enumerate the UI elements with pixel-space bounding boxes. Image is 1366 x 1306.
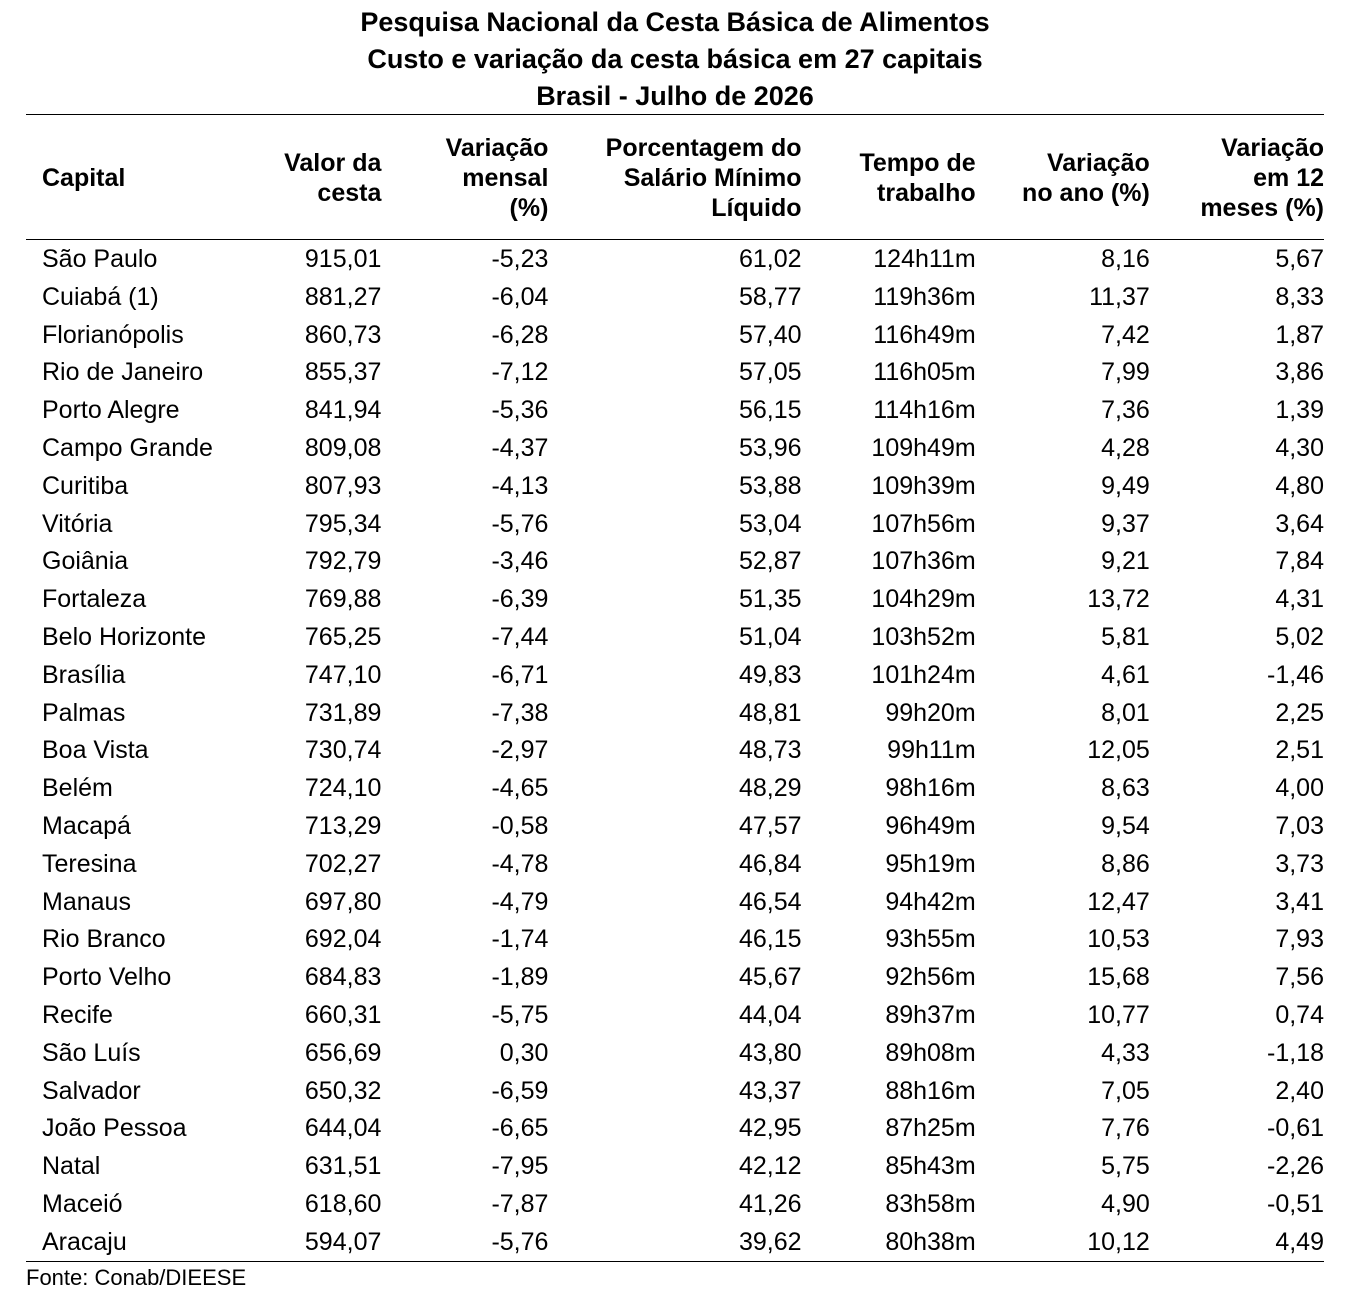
- source-note: Fonte: Conab/DIEESE: [26, 1265, 247, 1290]
- variacao-no-ano-cell: 12,05: [1087, 736, 1150, 765]
- capital-cell: Cuiabá (1): [42, 282, 159, 311]
- table-row: [26, 959, 1324, 997]
- variacao-no-ano-cell: 7,42: [1101, 320, 1150, 349]
- variacao-no-ano-cell: 7,99: [1101, 358, 1150, 387]
- table-row: [26, 657, 1324, 695]
- variacao-mensal-cell: -3,46: [491, 547, 549, 576]
- variacao-mensal-cell: -6,65: [491, 1114, 549, 1143]
- capital-cell: João Pessoa: [42, 1114, 187, 1143]
- table-row: [26, 619, 1324, 657]
- variacao-no-ano-cell: 5,75: [1101, 1152, 1150, 1181]
- porcentagem-salario-cell: 47,57: [738, 811, 802, 840]
- valor-da-cesta-cell: 631,51: [304, 1152, 382, 1181]
- capital-cell: Boa Vista: [42, 736, 149, 765]
- porcentagem-salario-cell: 43,37: [738, 1076, 802, 1105]
- variacao-12-meses-cell: 5,67: [1275, 245, 1324, 273]
- capital-cell: Porto Velho: [42, 963, 172, 992]
- table-row: [26, 732, 1324, 770]
- valor-da-cesta-cell: 660,31: [304, 1000, 382, 1029]
- valor-da-cesta-cell: 807,93: [304, 471, 382, 500]
- column-header-variacao-12-meses: [1150, 116, 1324, 239]
- valor-da-cesta-cell: 841,94: [304, 396, 382, 425]
- porcentagem-salario-cell: 46,15: [738, 925, 802, 954]
- tempo-de-trabalho-cell: 89h08m: [885, 1038, 976, 1067]
- variacao-12-meses-cell: 8,33: [1275, 282, 1324, 311]
- tempo-de-trabalho-cell: 116h05m: [873, 358, 976, 387]
- porcentagem-salario-cell: 53,88: [738, 471, 802, 500]
- tempo-de-trabalho-cell: 124h11m: [873, 245, 976, 273]
- variacao-mensal-cell: -5,75: [491, 1000, 549, 1029]
- column-header-line: mensal: [462, 163, 549, 192]
- valor-da-cesta-cell: 697,80: [304, 887, 382, 916]
- variacao-no-ano-cell: 10,77: [1087, 1000, 1150, 1029]
- variacao-no-ano-cell: 12,47: [1087, 887, 1150, 916]
- column-header-line: em 12: [1253, 163, 1324, 192]
- column-header-line: Salário Mínimo: [623, 163, 802, 192]
- column-header-line: (%): [509, 193, 549, 222]
- valor-da-cesta-cell: 795,34: [304, 509, 382, 538]
- variacao-12-meses-cell: 4,30: [1275, 433, 1324, 462]
- variacao-12-meses-cell: 5,02: [1275, 622, 1324, 651]
- porcentagem-salario-cell: 53,96: [738, 433, 802, 462]
- valor-da-cesta-cell: 724,10: [304, 774, 382, 803]
- table-row: [26, 1186, 1324, 1224]
- valor-da-cesta-cell: 730,74: [304, 736, 382, 765]
- table-row: [26, 1224, 1324, 1262]
- valor-da-cesta-cell: 769,88: [304, 585, 382, 614]
- table-row: [26, 239, 1324, 279]
- porcentagem-salario-cell: 51,35: [738, 585, 802, 614]
- porcentagem-salario-cell: 57,40: [738, 320, 802, 349]
- valor-da-cesta-cell: 650,32: [304, 1076, 382, 1105]
- variacao-12-meses-cell: 4,31: [1275, 585, 1324, 614]
- tempo-de-trabalho-cell: 119h36m: [873, 282, 976, 311]
- valor-da-cesta-cell: 860,73: [304, 320, 382, 349]
- variacao-mensal-cell: -2,97: [491, 736, 549, 765]
- capital-cell: São Luís: [42, 1038, 141, 1067]
- variacao-no-ano-cell: 7,36: [1101, 396, 1150, 425]
- porcentagem-salario-cell: 46,54: [738, 887, 802, 916]
- valor-da-cesta-cell: 731,89: [304, 698, 382, 727]
- capital-cell: Belém: [42, 774, 113, 803]
- variacao-no-ano-cell: 15,68: [1087, 963, 1150, 992]
- variacao-12-meses-cell: -0,61: [1267, 1114, 1324, 1143]
- porcentagem-salario-cell: 48,81: [738, 698, 802, 727]
- variacao-12-meses-cell: 2,51: [1275, 736, 1324, 765]
- column-header-line: Variação: [1046, 148, 1150, 177]
- variacao-mensal-cell: -6,59: [491, 1076, 549, 1105]
- porcentagem-salario-cell: 39,62: [738, 1227, 802, 1256]
- title-line-2: Custo e variação da cesta básica em 27 capitais: [367, 44, 983, 74]
- valor-da-cesta-cell: 855,37: [304, 358, 382, 387]
- variacao-mensal-cell: -4,78: [491, 849, 549, 878]
- variacao-12-meses-cell: 3,41: [1275, 887, 1324, 916]
- column-header-line: Capital: [42, 163, 126, 192]
- variacao-no-ano-cell: 4,33: [1101, 1038, 1150, 1067]
- column-header-line: meses (%): [1200, 193, 1324, 222]
- variacao-12-meses-cell: 7,56: [1275, 963, 1324, 992]
- capital-cell: Palmas: [42, 698, 126, 727]
- variacao-mensal-cell: -7,44: [491, 622, 549, 651]
- variacao-mensal-cell: -6,39: [491, 585, 549, 614]
- tempo-de-trabalho-cell: 107h56m: [871, 509, 976, 538]
- table-row: [26, 997, 1324, 1035]
- table-row: [26, 430, 1324, 468]
- tempo-de-trabalho-cell: 114h16m: [873, 396, 976, 425]
- capital-cell: Salvador: [42, 1076, 141, 1105]
- table-header: [26, 116, 1324, 239]
- capital-cell: Vitória: [42, 509, 113, 538]
- tempo-de-trabalho-cell: 96h49m: [885, 811, 976, 840]
- porcentagem-salario-cell: 44,04: [738, 1000, 802, 1029]
- top-rule: [26, 114, 1324, 115]
- capital-cell: Campo Grande: [42, 433, 213, 462]
- variacao-12-meses-cell: 4,00: [1275, 774, 1324, 803]
- variacao-no-ano-cell: 10,53: [1087, 925, 1150, 954]
- variacao-mensal-cell: -4,37: [491, 433, 549, 462]
- porcentagem-salario-cell: 41,26: [738, 1189, 802, 1218]
- variacao-no-ano-cell: 4,61: [1101, 660, 1150, 689]
- variacao-no-ano-cell: 4,28: [1101, 433, 1150, 462]
- valor-da-cesta-cell: 809,08: [304, 433, 382, 462]
- variacao-mensal-cell: -7,95: [491, 1152, 549, 1181]
- tempo-de-trabalho-cell: 101h24m: [871, 660, 976, 689]
- tempo-de-trabalho-cell: 103h52m: [871, 622, 976, 651]
- table-row: [26, 1148, 1324, 1186]
- tempo-de-trabalho-cell: 93h55m: [885, 925, 976, 954]
- table-row: [26, 1110, 1324, 1148]
- table-row: [26, 884, 1324, 922]
- table-row: [26, 770, 1324, 808]
- column-header-valor-da-cesta: [232, 116, 382, 239]
- variacao-mensal-cell: -7,87: [491, 1189, 549, 1218]
- valor-da-cesta-cell: 644,04: [304, 1114, 382, 1143]
- table-row: [26, 354, 1324, 392]
- tempo-de-trabalho-cell: 116h49m: [873, 320, 976, 349]
- porcentagem-salario-cell: 58,77: [738, 282, 802, 311]
- table-row: [26, 846, 1324, 884]
- variacao-12-meses-cell: 0,74: [1275, 1000, 1324, 1029]
- table-row: [26, 543, 1324, 581]
- variacao-no-ano-cell: 8,16: [1101, 245, 1150, 273]
- tempo-de-trabalho-cell: 88h16m: [885, 1076, 976, 1105]
- variacao-mensal-cell: -1,74: [491, 925, 549, 954]
- valor-da-cesta-cell: 656,69: [304, 1038, 382, 1067]
- porcentagem-salario-cell: 48,29: [738, 774, 802, 803]
- capital-cell: Belo Horizonte: [42, 622, 206, 651]
- column-header-variacao-no-ano: [976, 116, 1150, 239]
- variacao-mensal-cell: -1,89: [491, 963, 549, 992]
- porcentagem-salario-cell: 49,83: [738, 660, 802, 689]
- variacao-12-meses-cell: -0,51: [1267, 1189, 1324, 1218]
- table-row: [26, 695, 1324, 733]
- porcentagem-salario-cell: 42,12: [738, 1152, 802, 1181]
- capital-cell: Rio de Janeiro: [42, 358, 204, 387]
- column-header-line: trabalho: [877, 178, 976, 207]
- variacao-no-ano-cell: 8,01: [1101, 698, 1150, 727]
- valor-da-cesta-cell: 702,27: [304, 849, 382, 878]
- tempo-de-trabalho-cell: 109h49m: [871, 433, 976, 462]
- variacao-12-meses-cell: 2,40: [1275, 1076, 1324, 1105]
- capital-cell: Goiânia: [42, 547, 129, 576]
- variacao-12-meses-cell: 7,03: [1275, 811, 1324, 840]
- capital-cell: Macapá: [42, 811, 131, 840]
- capital-cell: Brasília: [42, 660, 126, 689]
- tempo-de-trabalho-cell: 104h29m: [871, 585, 976, 614]
- capital-cell: Maceió: [42, 1189, 123, 1218]
- tempo-de-trabalho-cell: 87h25m: [885, 1114, 976, 1143]
- variacao-12-meses-cell: 4,80: [1275, 471, 1324, 500]
- valor-da-cesta-cell: 915,01: [304, 245, 382, 273]
- tempo-de-trabalho-cell: 99h11m: [887, 736, 976, 765]
- column-header-tempo-de-trabalho: [802, 116, 976, 239]
- porcentagem-salario-cell: 61,02: [738, 245, 802, 273]
- column-header-line: Líquido: [711, 193, 802, 222]
- column-header-porcentagem-salario: [548, 116, 801, 239]
- porcentagem-salario-cell: 56,15: [738, 396, 802, 425]
- variacao-12-meses-cell: -1,18: [1267, 1038, 1324, 1067]
- variacao-no-ano-cell: 4,90: [1101, 1189, 1150, 1218]
- capital-cell: Aracaju: [42, 1227, 127, 1256]
- capital-cell: Fortaleza: [42, 585, 147, 614]
- variacao-mensal-cell: -6,71: [491, 660, 549, 689]
- table-title: [0, 4, 1350, 115]
- porcentagem-salario-cell: 57,05: [738, 358, 802, 387]
- variacao-mensal-cell: -5,36: [491, 396, 549, 425]
- variacao-no-ano-cell: 7,05: [1101, 1076, 1150, 1105]
- variacao-no-ano-cell: 7,76: [1101, 1114, 1150, 1143]
- column-header-line: Variação: [445, 133, 549, 162]
- capital-cell: Rio Branco: [42, 925, 166, 954]
- capital-cell: Curitiba: [42, 471, 129, 500]
- column-header-capital: [26, 116, 232, 239]
- variacao-no-ano-cell: 13,72: [1087, 585, 1150, 614]
- tempo-de-trabalho-cell: 83h58m: [885, 1189, 976, 1218]
- variacao-no-ano-cell: 11,37: [1089, 282, 1150, 311]
- variacao-12-meses-cell: 2,25: [1275, 698, 1324, 727]
- variacao-mensal-cell: -5,76: [491, 1227, 549, 1256]
- capital-cell: Recife: [42, 1000, 113, 1029]
- valor-da-cesta-cell: 594,07: [304, 1227, 382, 1256]
- variacao-no-ano-cell: 9,49: [1101, 471, 1150, 500]
- variacao-12-meses-cell: 1,87: [1275, 320, 1324, 349]
- column-header-variacao-mensal: [381, 116, 548, 239]
- tempo-de-trabalho-cell: 89h37m: [885, 1000, 976, 1029]
- valor-da-cesta-cell: 684,83: [304, 963, 382, 992]
- variacao-12-meses-cell: 7,93: [1275, 925, 1324, 954]
- title-line-1: Pesquisa Nacional da Cesta Básica de Alimentos: [360, 7, 990, 37]
- valor-da-cesta-cell: 692,04: [304, 925, 382, 954]
- table-row: [26, 279, 1324, 317]
- variacao-mensal-cell: -4,79: [491, 887, 549, 916]
- capital-cell: Natal: [42, 1152, 101, 1181]
- variacao-no-ano-cell: 9,54: [1101, 811, 1150, 840]
- tempo-de-trabalho-cell: 95h19m: [885, 849, 976, 878]
- variacao-mensal-cell: 0,30: [499, 1038, 549, 1067]
- column-header-line: Tempo de: [859, 148, 976, 177]
- variacao-12-meses-cell: 1,39: [1275, 396, 1324, 425]
- variacao-12-meses-cell: -1,46: [1267, 660, 1324, 689]
- porcentagem-salario-cell: 48,73: [738, 736, 802, 765]
- table-body: [26, 239, 1324, 1262]
- capital-cell: Porto Alegre: [42, 396, 180, 425]
- capital-cell: Teresina: [42, 849, 137, 878]
- table-row: [26, 921, 1324, 959]
- variacao-12-meses-cell: -2,26: [1267, 1152, 1324, 1181]
- porcentagem-salario-cell: 42,95: [738, 1114, 802, 1143]
- porcentagem-salario-cell: 53,04: [738, 509, 802, 538]
- capital-cell: Manaus: [42, 887, 131, 916]
- variacao-mensal-cell: -6,28: [491, 320, 549, 349]
- table-row: [26, 392, 1324, 430]
- variacao-12-meses-cell: 3,64: [1275, 509, 1324, 538]
- variacao-mensal-cell: -4,13: [491, 471, 549, 500]
- basket-cost-table: [26, 116, 1324, 1262]
- table-row: [26, 468, 1324, 506]
- valor-da-cesta-cell: 618,60: [304, 1189, 382, 1218]
- tempo-de-trabalho-cell: 85h43m: [885, 1152, 976, 1181]
- header-row: [26, 116, 1324, 239]
- variacao-12-meses-cell: 7,84: [1275, 547, 1324, 576]
- porcentagem-salario-cell: 52,87: [738, 547, 802, 576]
- valor-da-cesta-cell: 713,29: [304, 811, 382, 840]
- column-header-line: Variação: [1221, 133, 1324, 162]
- column-header-line: Porcentagem do: [605, 133, 802, 162]
- valor-da-cesta-cell: 792,79: [304, 547, 382, 576]
- column-header-line: Valor da: [284, 148, 382, 177]
- porcentagem-salario-cell: 46,84: [738, 849, 802, 878]
- variacao-mensal-cell: -5,23: [491, 245, 549, 273]
- column-header-line: no ano (%): [1022, 178, 1150, 207]
- variacao-mensal-cell: -5,76: [491, 509, 549, 538]
- valor-da-cesta-cell: 881,27: [304, 282, 382, 311]
- valor-da-cesta-cell: 747,10: [304, 660, 382, 689]
- capital-cell: Florianópolis: [42, 320, 184, 349]
- variacao-no-ano-cell: 9,37: [1101, 509, 1150, 538]
- capital-cell: São Paulo: [42, 245, 158, 273]
- tempo-de-trabalho-cell: 92h56m: [885, 963, 976, 992]
- table-row: [26, 808, 1324, 846]
- table-row: [26, 1073, 1324, 1111]
- variacao-mensal-cell: -0,58: [491, 811, 549, 840]
- variacao-no-ano-cell: 9,21: [1101, 547, 1150, 576]
- variacao-no-ano-cell: 8,86: [1101, 849, 1150, 878]
- variacao-mensal-cell: -7,12: [491, 358, 549, 387]
- variacao-12-meses-cell: 3,86: [1275, 358, 1324, 387]
- column-header-line: cesta: [317, 178, 382, 207]
- variacao-12-meses-cell: 4,49: [1275, 1227, 1324, 1256]
- variacao-no-ano-cell: 5,81: [1101, 622, 1150, 651]
- tempo-de-trabalho-cell: 107h36m: [871, 547, 976, 576]
- table-row: [26, 581, 1324, 619]
- porcentagem-salario-cell: 51,04: [738, 622, 802, 651]
- porcentagem-salario-cell: 45,67: [738, 963, 802, 992]
- tempo-de-trabalho-cell: 94h42m: [885, 887, 976, 916]
- variacao-mensal-cell: -7,38: [491, 698, 549, 727]
- tempo-de-trabalho-cell: 80h38m: [885, 1227, 976, 1256]
- valor-da-cesta-cell: 765,25: [304, 622, 382, 651]
- tempo-de-trabalho-cell: 98h16m: [885, 774, 976, 803]
- variacao-no-ano-cell: 10,12: [1087, 1227, 1150, 1256]
- table-row: [26, 506, 1324, 544]
- variacao-mensal-cell: -6,04: [491, 282, 549, 311]
- porcentagem-salario-cell: 43,80: [738, 1038, 802, 1067]
- table-row: [26, 317, 1324, 355]
- variacao-12-meses-cell: 3,73: [1275, 849, 1324, 878]
- tempo-de-trabalho-cell: 99h20m: [885, 698, 976, 727]
- variacao-no-ano-cell: 8,63: [1101, 774, 1150, 803]
- title-line-3: Brasil - Julho de 2026: [536, 81, 814, 111]
- variacao-mensal-cell: -4,65: [491, 774, 549, 803]
- table-row: [26, 1035, 1324, 1073]
- tempo-de-trabalho-cell: 109h39m: [871, 471, 976, 500]
